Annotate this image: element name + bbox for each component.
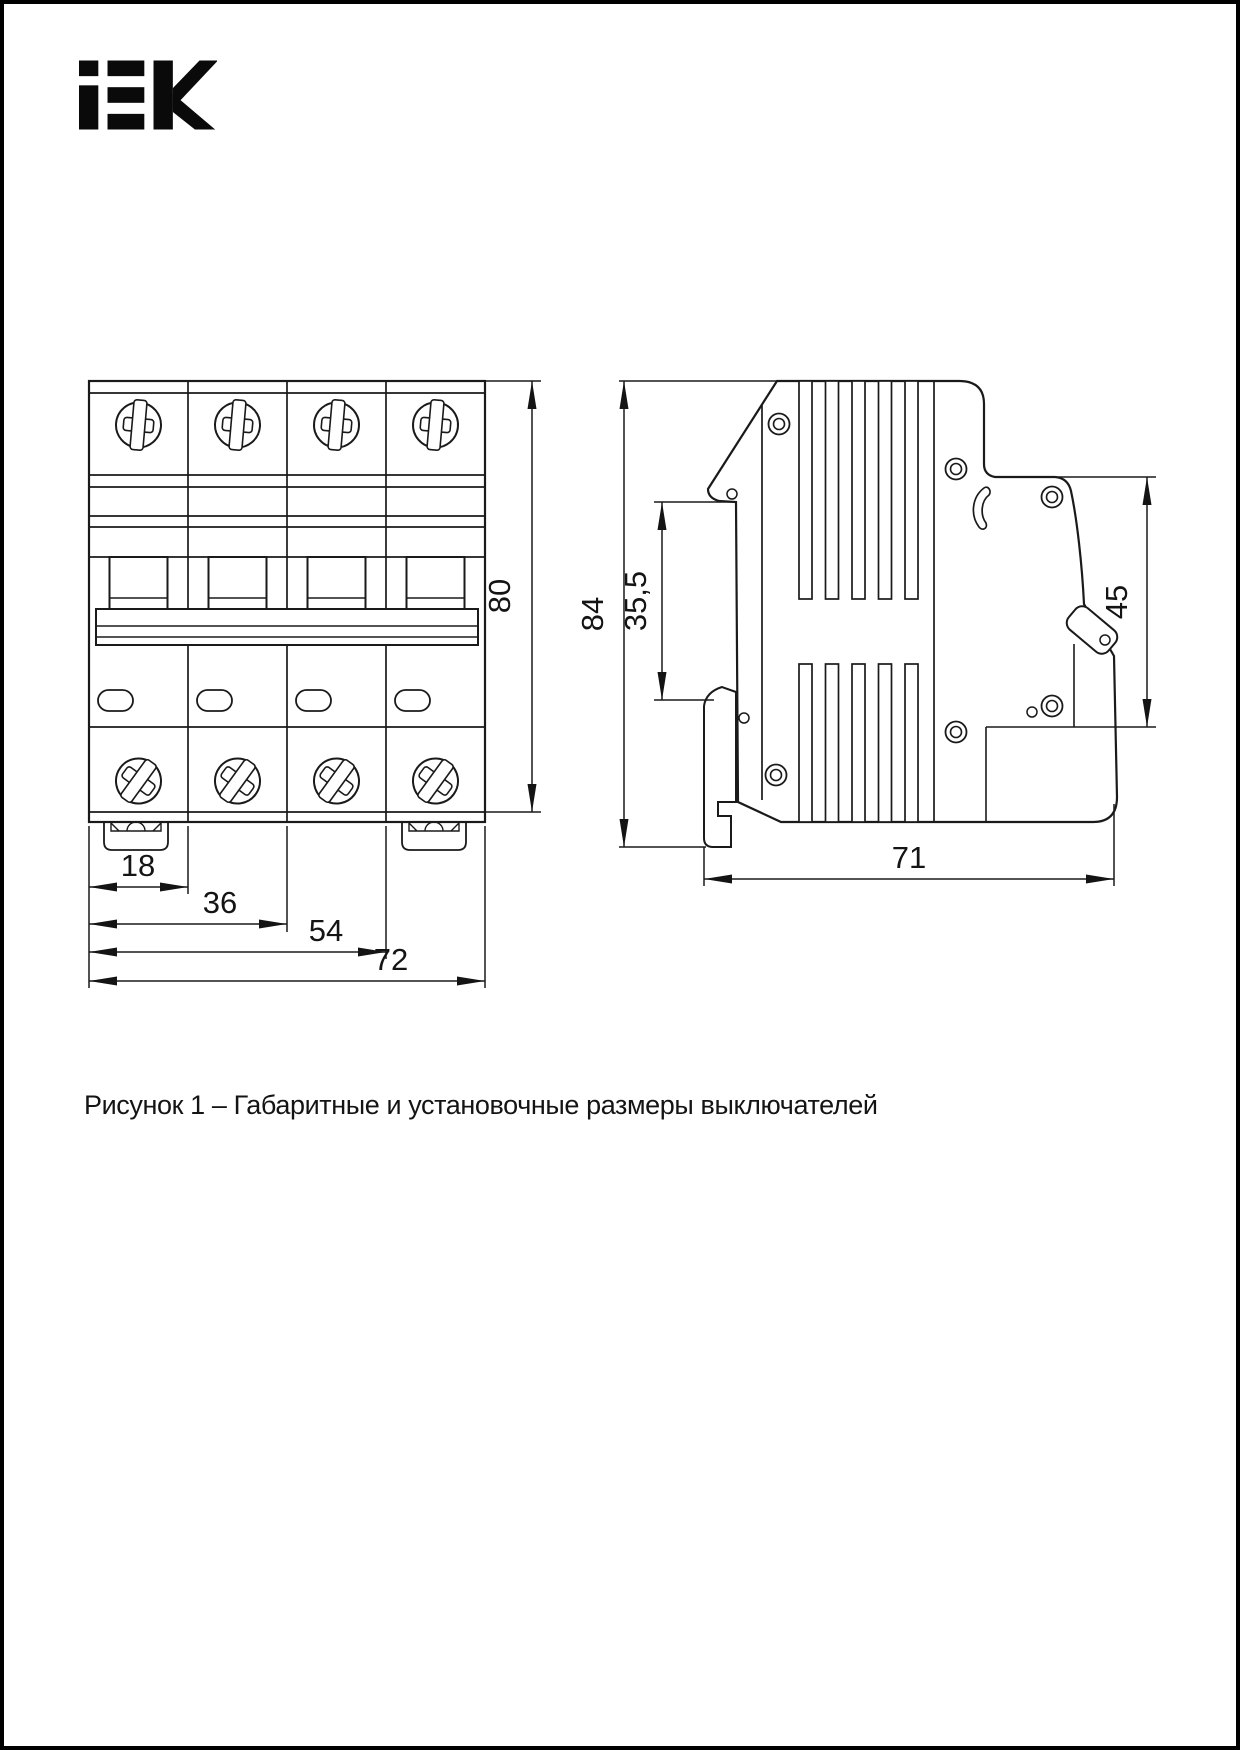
din-clip-side — [704, 687, 736, 847]
dimension-80 — [482, 381, 541, 812]
dim-label-18: 18 — [120, 848, 156, 883]
dimension-drawing — [4, 4, 1240, 1750]
figure-caption: Рисунок 1 – Габаритные и установочные размеры выключателей — [84, 1090, 878, 1120]
dim-label-72: 72 — [373, 942, 409, 977]
dim-label-84: 84 — [575, 596, 610, 632]
side-view — [704, 381, 1121, 847]
din-clip-front-right — [402, 822, 466, 850]
dim-label-45: 45 — [1099, 584, 1134, 620]
handle-tie-bar — [96, 609, 478, 645]
dim-label-54: 54 — [308, 913, 344, 948]
dim-label-71: 71 — [891, 840, 927, 875]
front-view — [89, 381, 485, 850]
dim-label-80: 80 — [482, 578, 517, 614]
dimension-18 — [89, 848, 188, 892]
din-clip-front-left — [104, 822, 168, 850]
dimension-35-5 — [618, 502, 736, 700]
dim-label-35-5: 35,5 — [618, 570, 653, 632]
dimension-54 — [89, 913, 386, 957]
dim-label-36: 36 — [202, 885, 238, 920]
dimension-72 — [89, 942, 485, 986]
